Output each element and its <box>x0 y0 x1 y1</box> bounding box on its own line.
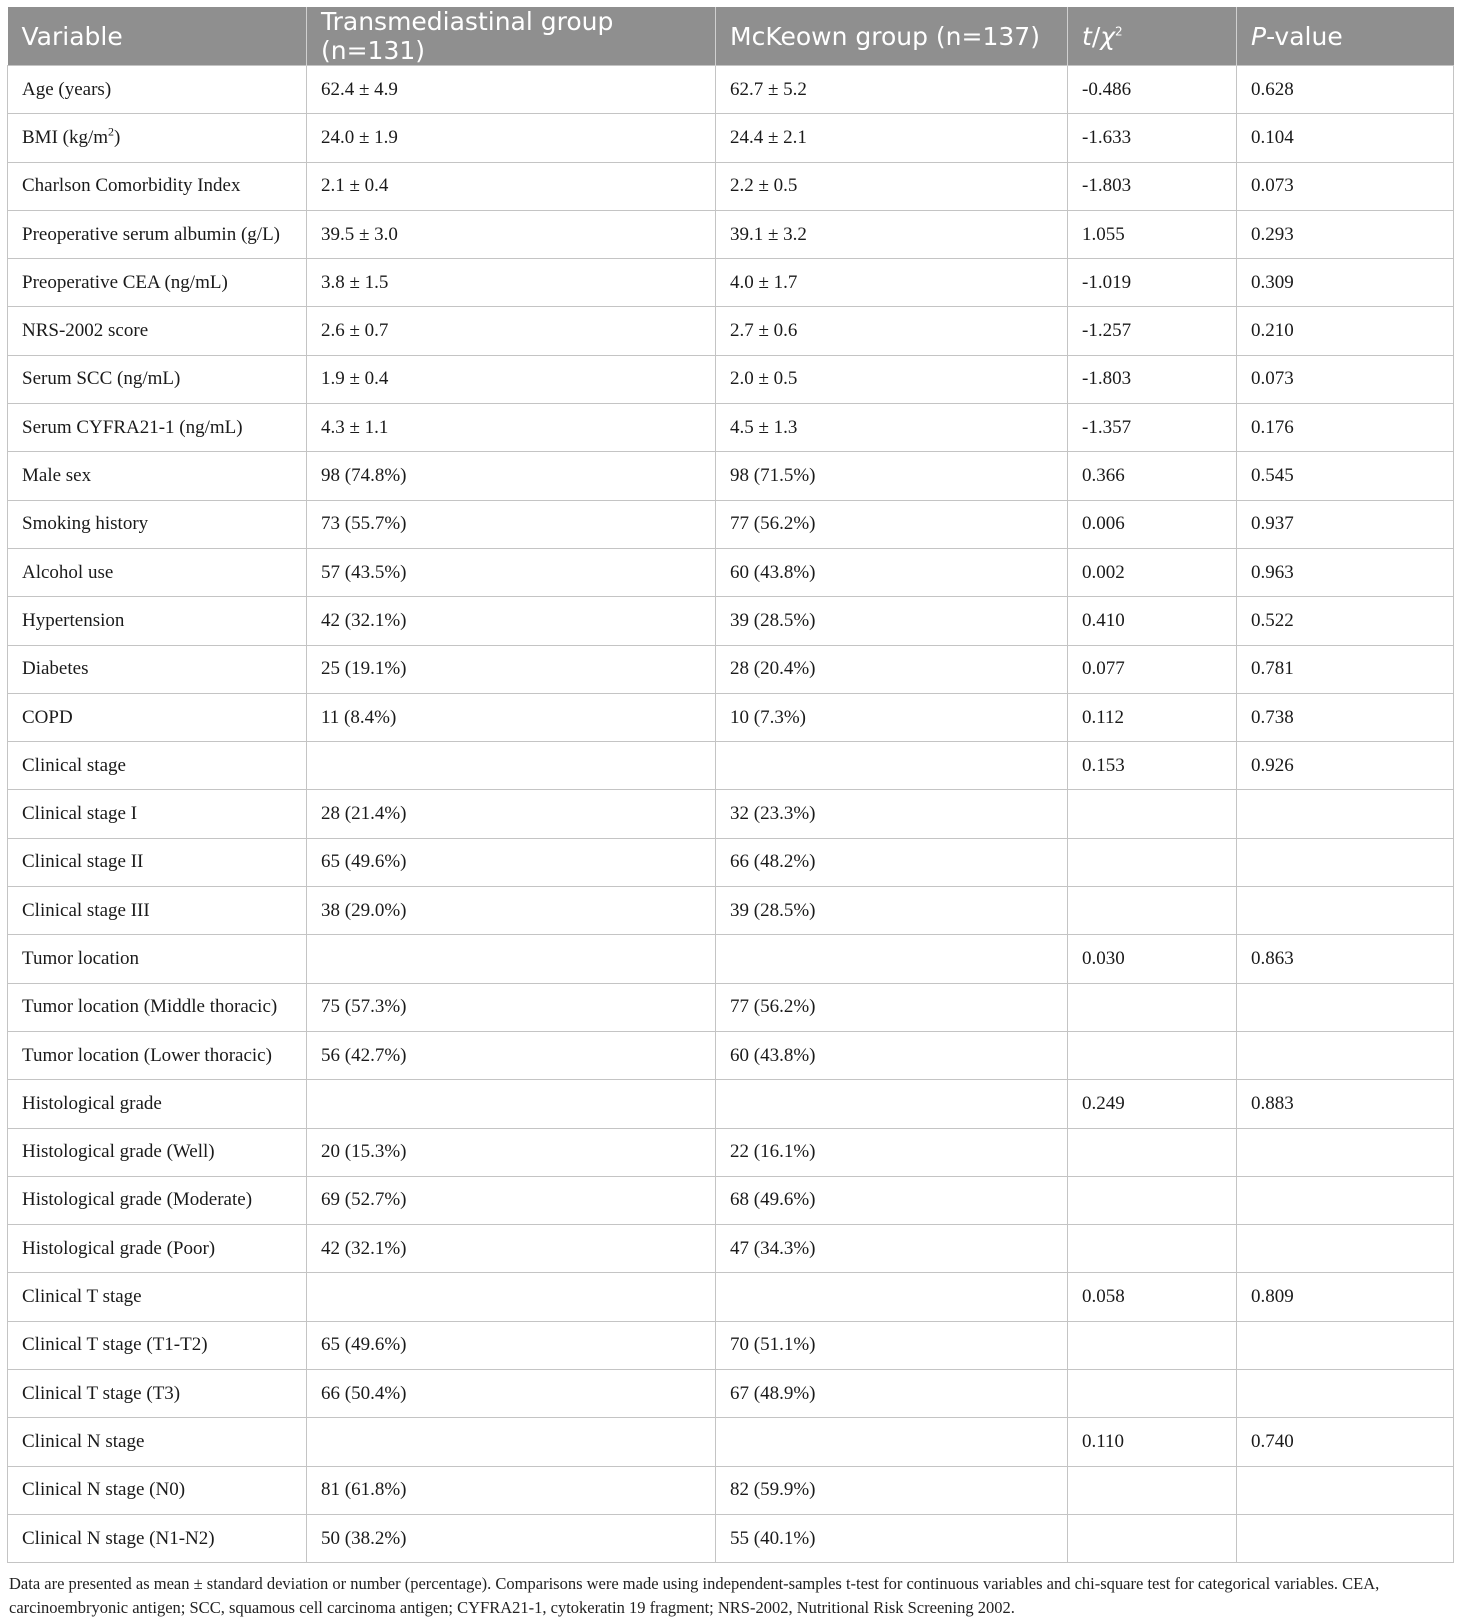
mckeown-cell: 28 (20.4%) <box>716 645 1068 693</box>
p-value-cell <box>1237 1370 1454 1418</box>
mckeown-cell: 10 (7.3%) <box>716 693 1068 741</box>
statistic-cell: 0.058 <box>1068 1273 1237 1321</box>
statistic-cell: -1.257 <box>1068 307 1237 355</box>
p-value-cell: 0.104 <box>1237 114 1454 162</box>
statistic-cell <box>1068 1370 1237 1418</box>
variable-cell: Clinical T stage (T1-T2) <box>8 1321 307 1369</box>
statistic-cell <box>1068 1321 1237 1369</box>
statistic-cell: 0.249 <box>1068 1080 1237 1128</box>
table-row <box>8 790 1454 838</box>
p-value-cell <box>1237 1031 1454 1079</box>
variable-cell: Hypertension <box>8 597 307 645</box>
transmediastinal-cell <box>307 1080 716 1128</box>
baseline-characteristics-table <box>7 7 1454 1563</box>
transmediastinal-cell: 25 (19.1%) <box>307 645 716 693</box>
p-value-cell <box>1237 1321 1454 1369</box>
statistic-cell <box>1068 1466 1237 1514</box>
p-value-cell: 0.545 <box>1237 452 1454 500</box>
variable-cell: Histological grade (Well) <box>8 1128 307 1176</box>
p-value-cell: 0.863 <box>1237 935 1454 983</box>
transmediastinal-cell: 98 (74.8%) <box>307 452 716 500</box>
mckeown-cell: 67 (48.9%) <box>716 1370 1068 1418</box>
variable-cell: Clinical stage III <box>8 887 307 935</box>
transmediastinal-cell: 69 (52.7%) <box>307 1176 716 1224</box>
p-value-cell <box>1237 1514 1454 1562</box>
table-row <box>8 935 1454 983</box>
variable-cell: Tumor location (Lower thoracic) <box>8 1031 307 1079</box>
statistic-cell <box>1068 1031 1237 1079</box>
table-row <box>8 1514 1454 1562</box>
table-row <box>8 1273 1454 1321</box>
transmediastinal-cell: 20 (15.3%) <box>307 1128 716 1176</box>
p-value-cell <box>1237 1128 1454 1176</box>
transmediastinal-cell: 75 (57.3%) <box>307 983 716 1031</box>
mckeown-cell: 24.4 ± 2.1 <box>716 114 1068 162</box>
statistic-cell: -1.019 <box>1068 259 1237 307</box>
p-value-cell <box>1237 887 1454 935</box>
mckeown-cell: 32 (23.3%) <box>716 790 1068 838</box>
table-row <box>8 162 1454 210</box>
table-row <box>8 548 1454 596</box>
transmediastinal-cell: 28 (21.4%) <box>307 790 716 838</box>
mckeown-cell: 68 (49.6%) <box>716 1176 1068 1224</box>
p-value-cell: 0.883 <box>1237 1080 1454 1128</box>
statistic-cell: 0.077 <box>1068 645 1237 693</box>
table-footnote: Data are presented as mean ± standard deviation or number (percentage). Comparisons were made using independent-samples t-test for continuous variables and chi-square test for categorical variables. CEA, carcinoembryonic antigen; SCC, squamous cell carcinoma antigen; CYFRA21-1, cytokeratin 19 fragment; NRS-2002, Nutritional Risk Screening 2002. <box>9 1574 1380 1618</box>
mckeown-cell: 60 (43.8%) <box>716 548 1068 596</box>
mckeown-cell: 60 (43.8%) <box>716 1031 1068 1079</box>
p-value-cell: 0.809 <box>1237 1273 1454 1321</box>
p-value-cell <box>1237 1176 1454 1224</box>
statistic-cell <box>1068 983 1237 1031</box>
table-row <box>8 1080 1454 1128</box>
variable-cell: Alcohol use <box>8 548 307 596</box>
transmediastinal-cell: 65 (49.6%) <box>307 1321 716 1369</box>
statistic-cell: 0.153 <box>1068 742 1237 790</box>
table-row <box>8 887 1454 935</box>
variable-cell: Age (years) <box>8 66 307 114</box>
transmediastinal-cell: 81 (61.8%) <box>307 1466 716 1514</box>
p-value-cell: 0.738 <box>1237 693 1454 741</box>
table-row <box>8 597 1454 645</box>
variable-cell: Serum SCC (ng/mL) <box>8 355 307 403</box>
transmediastinal-cell: 56 (42.7%) <box>307 1031 716 1079</box>
p-value-cell: 0.210 <box>1237 307 1454 355</box>
transmediastinal-cell: 66 (50.4%) <box>307 1370 716 1418</box>
p-value-cell <box>1237 1225 1454 1273</box>
table-row <box>8 1370 1454 1418</box>
mckeown-cell <box>716 742 1068 790</box>
table-row <box>8 452 1454 500</box>
statistic-cell: 0.112 <box>1068 693 1237 741</box>
statistic-cell: 1.055 <box>1068 210 1237 258</box>
mckeown-cell: 62.7 ± 5.2 <box>716 66 1068 114</box>
transmediastinal-cell: 50 (38.2%) <box>307 1514 716 1562</box>
table-row <box>8 404 1454 452</box>
variable-cell: Clinical N stage (N0) <box>8 1466 307 1514</box>
transmediastinal-cell: 1.9 ± 0.4 <box>307 355 716 403</box>
mckeown-cell <box>716 1273 1068 1321</box>
variable-cell: BMI $(kg/m^2)$ <box>8 114 307 162</box>
transmediastinal-cell: 38 (29.0%) <box>307 887 716 935</box>
p-value-cell: 0.628 <box>1237 66 1454 114</box>
statistic-cell <box>1068 1128 1237 1176</box>
transmediastinal-cell: 2.1 ± 0.4 <box>307 162 716 210</box>
p-value-cell: 0.781 <box>1237 645 1454 693</box>
statistic-cell <box>1068 887 1237 935</box>
table-row <box>8 1225 1454 1273</box>
mckeown-cell: 98 (71.5%) <box>716 452 1068 500</box>
variable-cell: Preoperative CEA (ng/mL) <box>8 259 307 307</box>
statistic-cell <box>1068 1225 1237 1273</box>
p-value-cell <box>1237 983 1454 1031</box>
statistic-cell <box>1068 838 1237 886</box>
p-value-cell: 0.073 <box>1237 162 1454 210</box>
transmediastinal-cell: 11 (8.4%) <box>307 693 716 741</box>
transmediastinal-cell <box>307 935 716 983</box>
table-row <box>8 1418 1454 1466</box>
mckeown-cell: 66 (48.2%) <box>716 838 1068 886</box>
transmediastinal-cell <box>307 742 716 790</box>
p-value-cell: 0.926 <box>1237 742 1454 790</box>
table-row <box>8 1176 1454 1224</box>
header-row <box>8 7 1454 66</box>
p-value-cell: 0.293 <box>1237 210 1454 258</box>
statistic-cell <box>1068 1176 1237 1224</box>
transmediastinal-cell <box>307 1273 716 1321</box>
variable-cell: Clinical T stage (T3) <box>8 1370 307 1418</box>
table-row <box>8 114 1454 162</box>
variable-cell: Tumor location (Middle thoracic) <box>8 983 307 1031</box>
table-row <box>8 500 1454 548</box>
variable-cell: Smoking history <box>8 500 307 548</box>
variable-cell: Clinical stage <box>8 742 307 790</box>
mckeown-cell: 39 (28.5%) <box>716 887 1068 935</box>
variable-cell: Clinical stage II <box>8 838 307 886</box>
variable-cell: Clinical N stage <box>8 1418 307 1466</box>
mckeown-cell: 39.1 ± 3.2 <box>716 210 1068 258</box>
transmediastinal-cell: 2.6 ± 0.7 <box>307 307 716 355</box>
table-row <box>8 983 1454 1031</box>
header-test-statistic: $t/\chi^2$ <box>1068 7 1237 66</box>
variable-cell: Histological grade <box>8 1080 307 1128</box>
transmediastinal-cell: 42 (32.1%) <box>307 597 716 645</box>
transmediastinal-cell: 39.5 ± 3.0 <box>307 210 716 258</box>
transmediastinal-cell: 3.8 ± 1.5 <box>307 259 716 307</box>
variable-cell: Male sex <box>8 452 307 500</box>
p-value-cell: 0.073 <box>1237 355 1454 403</box>
statistic-cell: 0.006 <box>1068 500 1237 548</box>
table-row <box>8 1466 1454 1514</box>
mckeown-cell: 39 (28.5%) <box>716 597 1068 645</box>
statistic-cell: -0.486 <box>1068 66 1237 114</box>
p-value-cell: 0.522 <box>1237 597 1454 645</box>
variable-cell: Clinical T stage <box>8 1273 307 1321</box>
table-row <box>8 307 1454 355</box>
variable-cell: Preoperative serum albumin (g/L) <box>8 210 307 258</box>
mckeown-cell: 77 (56.2%) <box>716 500 1068 548</box>
header-p-value: P-value <box>1237 7 1454 66</box>
statistic-cell: 0.030 <box>1068 935 1237 983</box>
p-value-cell: 0.176 <box>1237 404 1454 452</box>
transmediastinal-cell: 73 (55.7%) <box>307 500 716 548</box>
statistic-cell: -1.803 <box>1068 162 1237 210</box>
p-value-cell <box>1237 1466 1454 1514</box>
mckeown-cell: 2.0 ± 0.5 <box>716 355 1068 403</box>
variable-cell: Charlson Comorbidity Index <box>8 162 307 210</box>
transmediastinal-cell: 24.0 ± 1.9 <box>307 114 716 162</box>
header-variable: Variable <box>8 7 307 66</box>
statistic-cell <box>1068 1514 1237 1562</box>
statistic-cell: 0.110 <box>1068 1418 1237 1466</box>
table-row <box>8 838 1454 886</box>
table-row <box>8 742 1454 790</box>
p-value-cell: 0.963 <box>1237 548 1454 596</box>
transmediastinal-cell: 42 (32.1%) <box>307 1225 716 1273</box>
table-container <box>7 7 1453 1620</box>
mckeown-cell: 55 (40.1%) <box>716 1514 1068 1562</box>
header-mckeown: McKeown group (n=137) <box>716 7 1068 66</box>
mckeown-cell <box>716 1080 1068 1128</box>
p-value-cell <box>1237 790 1454 838</box>
statistic-cell: -1.803 <box>1068 355 1237 403</box>
variable-cell: Clinical N stage (N1-N2) <box>8 1514 307 1562</box>
variable-cell: Tumor location <box>8 935 307 983</box>
variable-cell: Clinical stage I <box>8 790 307 838</box>
variable-cell: Diabetes <box>8 645 307 693</box>
table-row <box>8 693 1454 741</box>
variable-cell: Histological grade (Poor) <box>8 1225 307 1273</box>
mckeown-cell: 4.0 ± 1.7 <box>716 259 1068 307</box>
statistic-cell <box>1068 790 1237 838</box>
p-value-cell: 0.740 <box>1237 1418 1454 1466</box>
mckeown-cell: 2.2 ± 0.5 <box>716 162 1068 210</box>
table-row <box>8 355 1454 403</box>
variable-cell: NRS-2002 score <box>8 307 307 355</box>
table-row <box>8 66 1454 114</box>
transmediastinal-cell: 4.3 ± 1.1 <box>307 404 716 452</box>
mckeown-cell: 47 (34.3%) <box>716 1225 1068 1273</box>
mckeown-cell: 77 (56.2%) <box>716 983 1068 1031</box>
mckeown-cell <box>716 1418 1068 1466</box>
variable-cell: COPD <box>8 693 307 741</box>
table-row <box>8 1031 1454 1079</box>
table-row <box>8 645 1454 693</box>
statistic-cell: 0.366 <box>1068 452 1237 500</box>
variable-cell: Histological grade (Moderate) <box>8 1176 307 1224</box>
variable-cell: Serum CYFRA21-1 (ng/mL) <box>8 404 307 452</box>
transmediastinal-cell: 62.4 ± 4.9 <box>307 66 716 114</box>
table-body <box>8 66 1454 1563</box>
mckeown-cell: 4.5 ± 1.3 <box>716 404 1068 452</box>
p-value-cell <box>1237 838 1454 886</box>
table-row <box>8 1128 1454 1176</box>
mckeown-cell: 22 (16.1%) <box>716 1128 1068 1176</box>
transmediastinal-cell: 65 (49.6%) <box>307 838 716 886</box>
header-transmediastinal: Transmediastinal group (n=131) <box>307 7 716 66</box>
statistic-cell: -1.633 <box>1068 114 1237 162</box>
mckeown-cell <box>716 935 1068 983</box>
mckeown-cell: 2.7 ± 0.6 <box>716 307 1068 355</box>
mckeown-cell: 70 (51.1%) <box>716 1321 1068 1369</box>
statistic-cell: 0.002 <box>1068 548 1237 596</box>
statistic-cell: 0.410 <box>1068 597 1237 645</box>
table-row <box>8 1321 1454 1369</box>
p-value-cell: 0.937 <box>1237 500 1454 548</box>
table-row <box>8 210 1454 258</box>
p-value-cell: 0.309 <box>1237 259 1454 307</box>
table-row <box>8 259 1454 307</box>
mckeown-cell: 82 (59.9%) <box>716 1466 1068 1514</box>
transmediastinal-cell <box>307 1418 716 1466</box>
statistic-cell: -1.357 <box>1068 404 1237 452</box>
transmediastinal-cell: 57 (43.5%) <box>307 548 716 596</box>
